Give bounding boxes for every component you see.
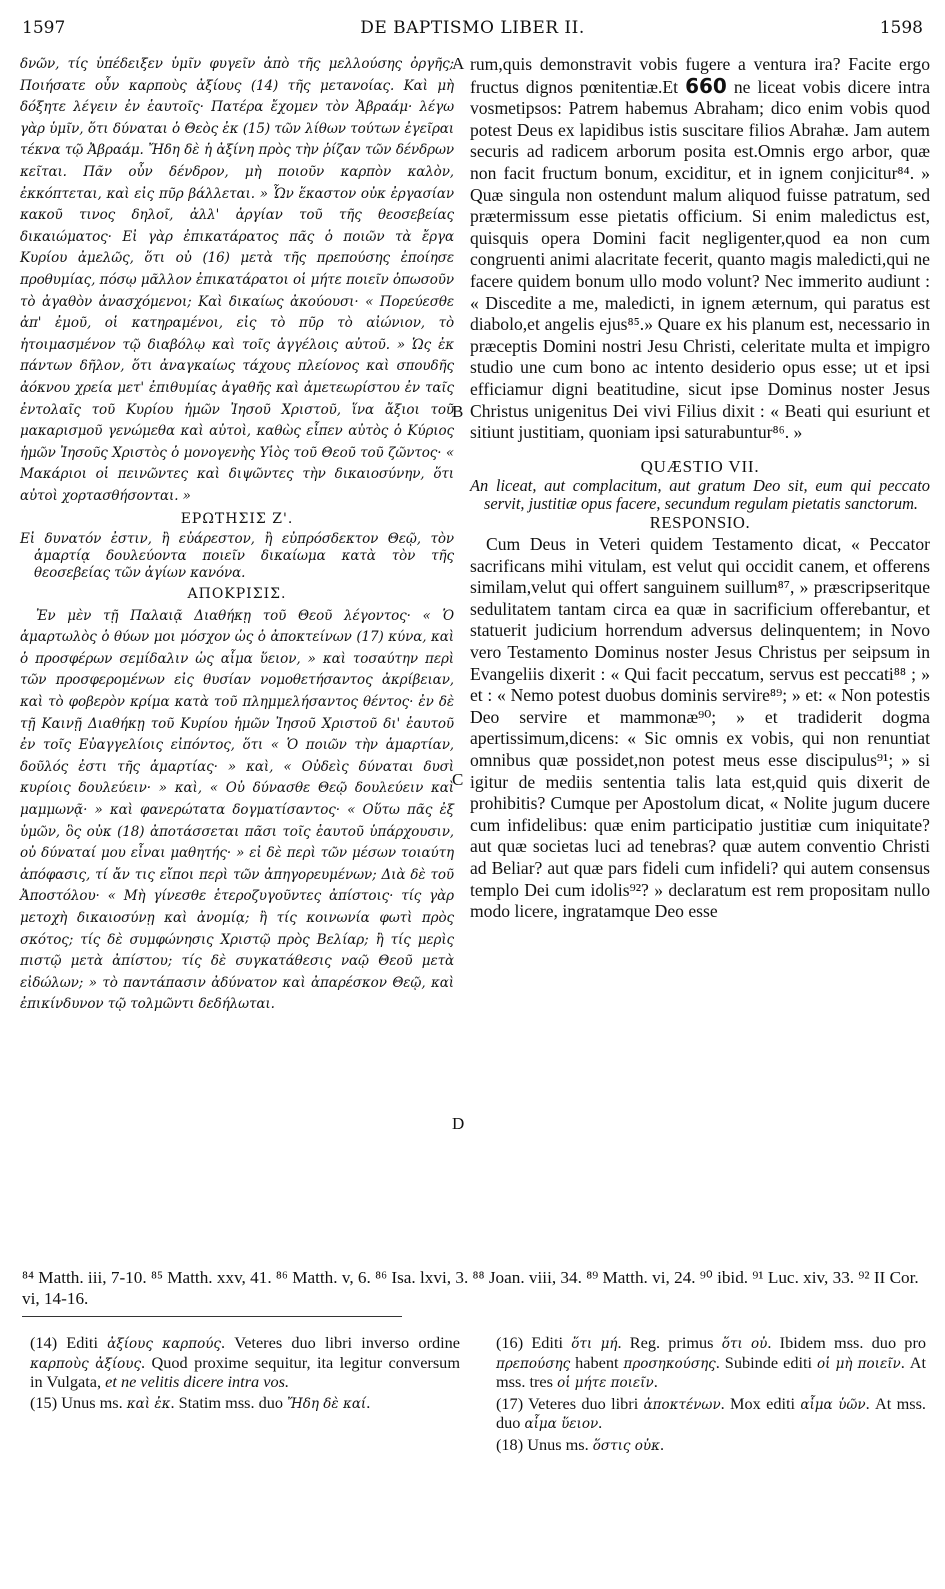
- running-header: [22, 18, 923, 42]
- latin-paragraph: [470, 54, 930, 444]
- footnote-divider: [22, 1316, 402, 1317]
- footnote-18: (18) Unus ms. ὅστις οὐκ.: [496, 1434, 665, 1454]
- left-page-number: 1597: [22, 18, 66, 38]
- greek-question: Εἰ δυνατόν ἐστιν, ἢ εὐάρεστον, ἢ εὐπρόσδεκτον Θεῷ, τὸν ἁμαρτίᾳ δουλεύοντα ποιεῖν δικαίωμα κατὰ τὸν τῆς θεοσεβείας τῶν ἁγίων κανόνα.: [20, 531, 454, 582]
- latin-column: [470, 54, 930, 923]
- latin-answer: Cum Deus in Veteri quidem Testamento dicat, « Peccator sacrificans mihi vitulam, est velut qui occidit canem, et offerens similam,velut qui offert sanguinem suillum⁸⁷, » præscripseritque sedulitatem tantam circa ea quæ in sacrificium offerebantur, et statuerit judicium horrendum adversus delinquentem; in Novo vero Testamento Dominus noster Jesus Christus per seipsum in Evangeliis dixerit : « Qui facit peccatum, servus est peccati⁸⁸ ; » et : « Nemo potest duobus dominis servire⁸⁹; » et: « Non potestis Deo servire et mammonæ⁹⁰; » et tradiderit dogma apertissimum,dicens: « Sic omnis ex vobis, qui non renuntiat omnibus quæ possidet,non potest meus esse discipulus⁹¹; » si igitur de mediis sententia talis lata est,quid quis dixerit de prohibitis? Cumque per Apostolum dicat, « Nolite jugum ducere cum infidelibus: quæ enim participatio justitiæ cum iniquitate? aut quæ societas luci ad tenebras? quæ autem conventio Christi ad Beliar? aut quæ pars fideli cum infideli? qui autem consensus templo Dei cum idolis⁹²? » declaratum est rem propositam nullo modo licere, ingratamque Deo esse: [470, 534, 930, 922]
- latin-paragraph-rest: ne liceat vobis dicere intra vosmetipsos: Patrem habemus Abraham; dico enim vobis quod potest Deus ex lapidibus istis suscitare filios Abrahæ. Jam autem securis ad radicem arborum posita est.Omnis ergo arbor, quæ non facit fructum bonum, exciditur, et in ignem conjicitur⁸⁴. » Quæ singula non ostendunt malum aliquod fuisse patratum, sed prætermissum esse pietatis officium. Si enim maledictus est, quisquis opera Domini facit negligenter,quod ea non cum congruenti animi alacritate fecerit, quanto magis maledicti,qui ne facere quidem bonum ullo modo volunt? Nec immerito audiunt : « Discedite a me, maledicti, in ignem æternum, qui paratus est diabolo,et angelis ejus⁸⁵.» Quare ex his planum est, necessario in præceptis Domini nostri Jesu Christi, celeritate multa et impigro studio une cum bono ac intento desiderio opus esse; ut et ipsi efficiamur digni beatitudine, sicut ipse Dominus noster Jesus Christus unigenitus Dei vivi Filius dixit : « Beati qui esuriunt et sitiunt justitiam, quoniam ipsi saturabuntur⁸⁶. »: [470, 76, 931, 443]
- latin-question-heading: QUÆSTIO VII.: [640, 456, 760, 476]
- margin-letter-d: D: [452, 1114, 465, 1133]
- margin-letter-a: A: [452, 54, 465, 73]
- running-title: DE BAPTISMO LIBER II.: [360, 18, 585, 38]
- footnotes-left: [30, 1334, 460, 1415]
- greek-paragraph: δνῶν, τίς ὑπέδειξεν ὑμῖν φυγεῖν ἀπὸ τῆς μελλούσης ὀργῆς; Ποιήσατε οὖν καρποὺς ἀξίους (14) τῆς μετανοίας. Καὶ μὴ δόξητε λέγειν ἐν ἑαυτοῖς· Πατέρα ἔχομεν τὸν Ἀβραάμ· λέγω γὰρ ὑμῖν, ὅτι δύναται ὁ Θεὸς ἐκ (15) τῶν λίθων τούτων ἐγεῖραι τέκνα τῷ Ἀβραάμ. Ἤδη δὲ ἡ ἀξίνη πρὸς τὴν ῥίζαν τῶν δένδρων κεῖται. Πᾶν οὖν δένδρον, μὴ ποιοῦν καρπὸν καλὸν, ἐκκόπτεται, καὶ εἰς πῦρ βάλλεται. » Ὧν ἕκαστον οὐκ ἐργασίαν κακοῦ τινος δηλοῖ, ἀλλ' ἀργίαν τοῦ τῆς θεοσεβείας δικαιώματος· Εἰ γὰρ ἐπικατάρατος πᾶς ὁ ποιῶν τὰ ἔργα Κυρίου ἀμελῶς, ὅτι οὐ (16) μετὰ τῆς πρεπούσης ἐποίησε προθυμίας, πόσῳ μᾶλλον ἐπικατάρατοι οἱ μήτε ποιεῖν ὁπωσοῦν τὸ ἀγαθὸν ἀνασχόμενοι; Καὶ δικαίως ἀκούουσι· « Πορεύεσθε ἀπ' ἐμοῦ, οἱ κατηραμένοι, εἰς τὸ πῦρ τὸ αἰώνιον, τὸ ἡτοιμασμένον τῷ διαβόλῳ καὶ τοῖς ἀγγέλοις αὐτοῦ. » Ὡς ἐκ πάντων δῆλον, ὅτι ἀναγκαίως τάχους πλείονος καὶ σπουδῆς ἀόκνου χρεία μετ' ἐπιθυμίας ἀγαθῆς καὶ ἀμετεωρίστου ἐν ταῖς ἐντολαῖς τοῦ Κυρίου ἡμῶν Ἰησοῦ Χριστοῦ, ἵνα ἄξιοι τοῦ μακαρισμοῦ γενώμεθα καὶ αὐτοὶ, καθὼς εἶπεν αὐτὸς ὁ Κύριος ἡμῶν Ἰησοῦς Χριστὸς ὁ μονογενὴς Υἱὸς τοῦ Θεοῦ τοῦ ζῶντος· « Μακάριοι οἱ πεινῶντες καὶ διψῶντες τὴν δικαιοσύνην, ὅτι αὐτοὶ χορτασθήσονται. »: [20, 56, 454, 504]
- footnote-16: (16) Editi ὅτι μή. Reg. primus ὅτι οὐ. Ibidem mss. duo pro πρεπούσης habent προσηκούσης. Subinde editi οἱ μὴ ποιεῖν. At mss. tres οἱ μήτε ποιεῖν.: [496, 1333, 927, 1392]
- latin-paragraph-start: rum,quis demonstravit vobis fugere a ventura ira? Facite ergo fructus dignos pœnitentiæ.Et: [470, 54, 930, 97]
- greek-answer: Ἐν μὲν τῇ Παλαιᾷ Διαθήκῃ τοῦ Θεοῦ λέγοντος· « Ὁ ἁμαρτωλὸς ὁ θύων μοι μόσχον ὡς ὁ ἀποκτείνων (17) κύνα, καὶ ὁ προσφέρων σεμίδαλιν ὡς αἷμα ὕειον, » καὶ τοσαύτην περὶ τῶν προσφερομένων εἰς θυσίαν νομοθετήσαντος ἀκρίβειαν, καὶ τὸ φοβερὸν κρίμα κατὰ τοῦ πλημμελήσαντος θέντος· ἐν δὲ τῇ Καινῇ Διαθήκῃ τοῦ Κυρίου ἡμῶν Ἰησοῦ Χριστοῦ δι' ἑαυτοῦ ἐν τοῖς Εὐαγγελίοις εἰπόντος, ὅτι « Ὁ ποιῶν τὴν ἁμαρτίαν, δοῦλός ἐστι τῆς ἁμαρτίας· » καὶ, « Οὐδεὶς δύναται δυσὶ κυρίοις δουλεύειν· » καὶ, « Οὐ δύνασθε Θεῷ δουλεύειν καὶ μαμμωνᾷ· » καὶ φανερώτατα δογματίσαντος· « Οὕτω πᾶς ἐξ ὑμῶν, ὃς οὐκ (18) ἀποτάσσεται πᾶσι τοῖς ἑαυτοῦ ὑπάρχουσιν, οὐ δύναταί μου εἶναι μαθητής· » εἰ δὲ περὶ τῶν μέσων τοιαύτη ἀπόφασις, τί ἄν τις εἴποι περὶ τῶν ἀπηγορευμένων; Διὰ δὲ τοῦ Ἀποστόλου· « Μὴ γίνεσθε ἑτεροζυγοῦντες ἀπίστοις· τίς γὰρ μετοχὴ δικαιοσύνῃ καὶ ἀνομίᾳ; ἢ τίς κοινωνία φωτὶ πρὸς σκότος; τίς δὲ συμφώνησις Χριστῷ πρὸς Βελίαρ; ἢ τίς μερὶς πιστῷ μετὰ ἀπίστου; τίς δὲ συγκατάθεσις ναῷ Θεοῦ μετὰ εἰδώλων; » τὸ παντάπασιν ἀδύνατον καὶ ἀπαρέσκον Θεῷ, καὶ ἐπικίνδυνον τῷ τολμῶντι δεδήλωται.: [20, 607, 454, 1013]
- margin-letter-b: B: [452, 402, 464, 421]
- footnote-15: (15) Unus ms. καὶ ἐκ. Statim mss. duo Ἤδη δὲ καί.: [30, 1392, 371, 1412]
- footnotes-right: [496, 1334, 926, 1458]
- margin-letter-c: C: [452, 770, 464, 789]
- scripture-references: ⁸⁴ Matth. iii, 7-10. ⁸⁵ Matth. xxv, 41. ⁸⁶ Matth. v, 6. ⁸⁶ Isa. lxvi, 3. ⁸⁸ Joan. viii, 34. ⁸⁹ Matth. vi, 24. ⁹⁰ ibid. ⁹¹ Luc. xiv, 33. ⁹² II Cor. vi, 14-16.: [22, 1268, 919, 1308]
- greek-question-heading: ΕΡΩΤΗΣΙΣ Ζ'.: [180, 511, 294, 528]
- latin-answer-heading: RESPONSIO.: [649, 513, 751, 533]
- right-page-number: 1598: [879, 18, 923, 38]
- footnote-17: (17) Veteres duo libri ἀποκτένων. Mox editi αἷμα ὑῶν. At mss. duo αἷμα ὕειον.: [496, 1393, 927, 1433]
- footnote-14: (14) Editi ἀξίους καρπούς. Veteres duo libri inverso ordine καρποὺς ἀξίους. Quod proxime sequitur, ita legitur conversum in Vulgata, et ne velitis dicere intra vos.: [30, 1333, 460, 1392]
- column-number: 660: [685, 73, 727, 98]
- greek-column: [20, 54, 454, 1016]
- greek-answer-heading: ΑΠΟΚΡΙΣΙΣ.: [187, 586, 287, 603]
- latin-question: An liceat, aut complacitum, aut gratum Deo sit, eum qui peccato servit, justitiæ opus facere, secundum regulam pietatis sanctorum.: [470, 476, 930, 513]
